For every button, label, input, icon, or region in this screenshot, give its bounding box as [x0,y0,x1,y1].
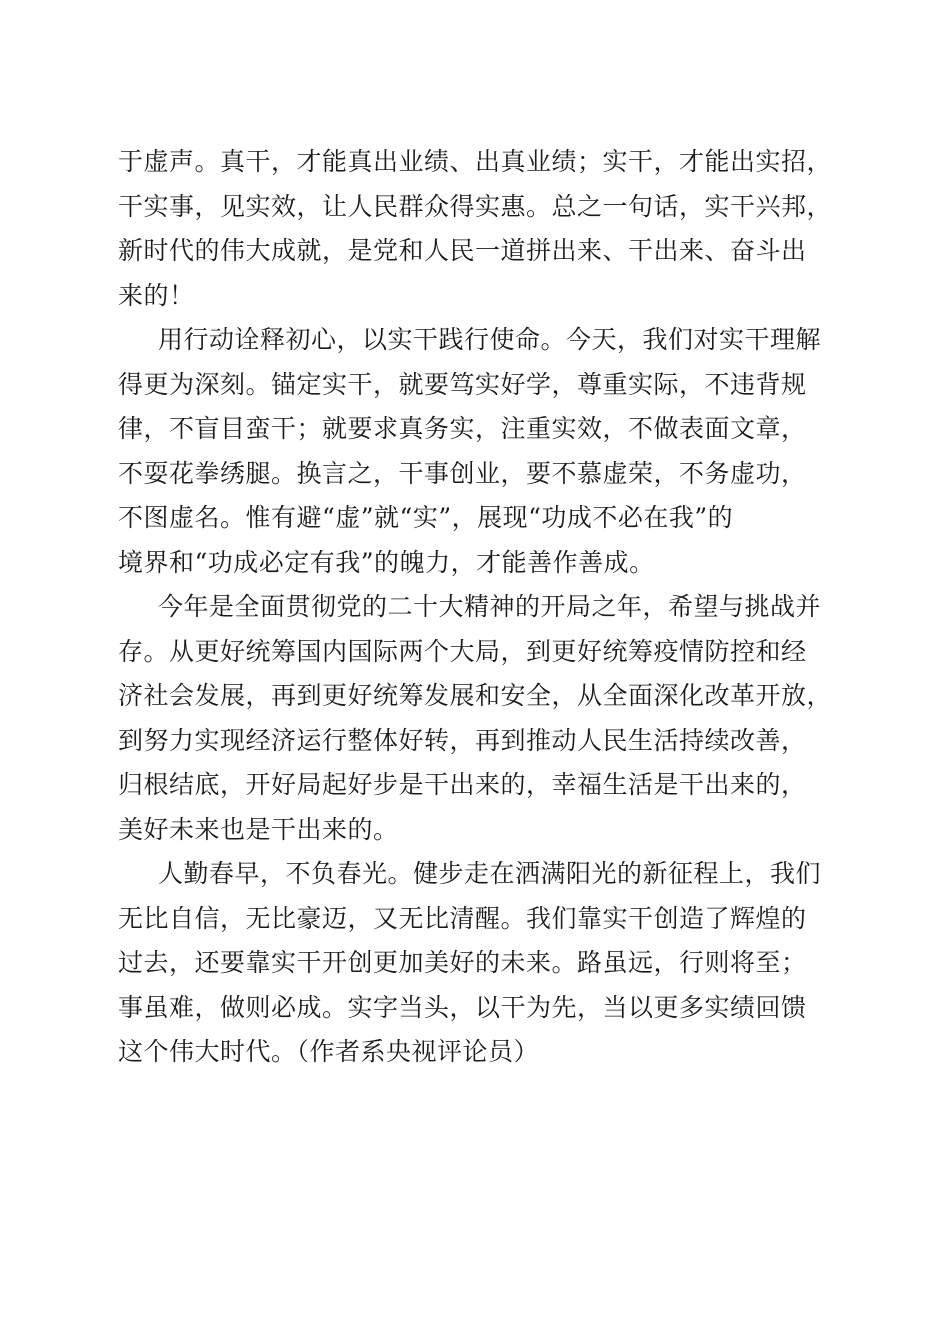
text-line: 境界和“功成必定有我”的魄力，才能善作善成。 [118,547,655,577]
text-line: 存。从更好统筹国内国际两个大局，到更好统筹疫情防控和经 [118,636,807,666]
text-line: 新时代的伟大成就，是党和人民一道拼出来、干出来、奋斗出 [118,236,807,265]
paragraph-start-line: 今年是全面贯彻党的二十大精神的开局之年，希望与挑战并 [158,592,822,621]
text-line: 不图虚名。惟有避“虚”就“实”，展现“功成不必在我”的 [118,503,734,532]
text-line: 美好未来也是干出来的。 [118,814,399,844]
text-line: 来的！ [118,280,195,310]
text-line: 律，不盲目蛮干；就要求真务实，注重实效，不做表面文章， [118,414,807,443]
paragraph-start-line: 用行动诠释初心，以实干践行使命。今天，我们对实干理解 [158,325,822,354]
text-line: 到努力实现经济运行整体好转，再到推动人民生活持续改善， [118,725,807,755]
text-line: 得更为深刻。锚定实干，就要笃实好学，尊重实际，不违背规 [118,369,807,399]
text-line: 不耍花拳绣腿。换言之，干事创业，要不慕虚荣，不务虚功， [118,458,807,488]
text-line: 这个伟大时代。（作者系央视评论员） [118,1037,540,1066]
paragraph-start-line: 人勤春早，不负春光。健步走在洒满阳光的新征程上，我们 [158,859,822,888]
article-body [118,140,834,1075]
text-line: 干实事，见实效，让人民群众得实惠。总之一句话，实干兴邦， [118,191,833,221]
text-line: 归根结底，开好局起好步是干出来的，幸福生活是干出来的， [118,770,807,799]
text-line: 无比自信，无比豪迈，又无比清醒。我们靠实干创造了辉煌的 [118,903,807,933]
text-line: 过去，还要靠实干开创更加美好的未来。路虽远，行则将至； [118,948,807,977]
text-line: 于虚声。真干，才能真出业绩、出真业绩；实干，才能出实招， [118,147,833,176]
text-line: 济社会发展，再到更好统筹发展和安全，从全面深化改革开放， [118,681,833,710]
text-line: 事虽难，做则必成。实字当头，以干为先，当以更多实绩回馈 [118,992,807,1022]
